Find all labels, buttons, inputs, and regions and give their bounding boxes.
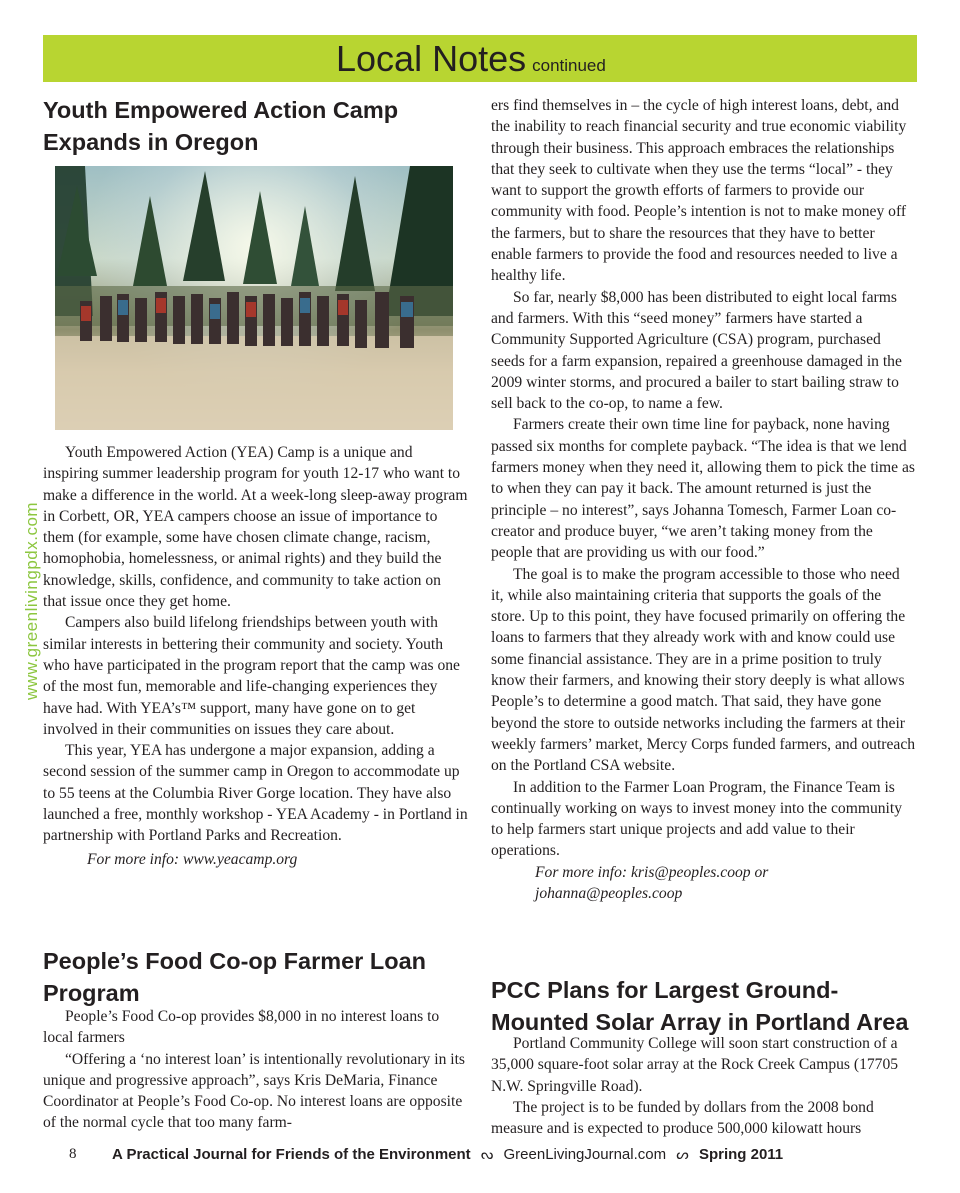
headline-line2: Program bbox=[43, 980, 140, 1006]
footer-site: GreenLivingJournal.com bbox=[503, 1146, 667, 1163]
headline-line1: Youth Empowered Action Camp bbox=[43, 97, 399, 123]
article-yea-headline bbox=[43, 94, 468, 158]
info-line: For more info: kris@peoples.coop or bbox=[535, 863, 769, 881]
info-line: johanna@peoples.coop bbox=[535, 884, 683, 902]
footer-issue: Spring 2011 bbox=[698, 1146, 784, 1163]
headline-line2: Mounted Solar Array in Portland Area bbox=[491, 1009, 909, 1035]
page-footer bbox=[0, 1142, 960, 1168]
photo-illustration bbox=[55, 166, 453, 430]
paragraph: ers find themselves in – the cycle of high interest loans, debt, and the inability to reach financial security and true economic viability through their business. This approach embraces the relationships that they seek to cultivate when they use the terms “local” - they want to support the growth efforts of farmers to provide our community with food. People’s intention is not to make money off the farmers, but to share the resources that they have to better enable farmers to provide the food and resources needed to live a healthy life. bbox=[491, 97, 907, 285]
paragraph: This year, YEA has undergone a major expansion, adding a second session of the summer camp in Oregon to accommodate up to 55 teens at the Columbia River Gorge location. They have also launched a free, monthly workshop - YEA Academy - in Portland in partnership with Portland Parks and Recreation. bbox=[43, 742, 468, 845]
info-line: For more info: www.yeacamp.org bbox=[87, 850, 298, 868]
paragraph: Campers also build lifelong friendships between youth with similar interests in bettering their community and society. Youth who have participated in the program report that the camp was one of the most fun, memorable and life-changing experiences they have had. With YEA’s™ support, many have gone on to get involved in their communities on issues they care about. bbox=[43, 614, 460, 738]
article-farmer-loan-headline bbox=[43, 945, 468, 1009]
paragraph: So far, nearly $8,000 has been distributed to eight local farms and farmers. With this “seed money” farmers have started a Community Supported Agriculture (CSA) program, purchased seeds for a farm expansion, repaired a greenhouse damaged in the 2009 winter storms, and procured a bailer to start bailing straw to sell back to the co-op, to name a few. bbox=[491, 288, 902, 413]
article-pcc-solar-headline bbox=[491, 974, 916, 1038]
article-pcc-solar-body bbox=[491, 1033, 916, 1139]
paragraph: Farmers create their own time line for payback, none having passed six months for complete payback. “The idea is that we lend farmers money when they need it, allowing them to pick the time as to when they can pay it back. The amount returned is just the principle – no interest”, says Johanna Tomesch, Farmer Loan co-creator and produce buyer, “we aren’t taking money from the people that are providing us with our food.” bbox=[491, 416, 915, 562]
section-title-text: Local Notes bbox=[336, 38, 527, 79]
page-number: 8 bbox=[69, 1146, 77, 1162]
paragraph: The project is to be funded by dollars from the 2008 bond measure and is expected to produce 500,000 kilowatt hours bbox=[491, 1098, 874, 1138]
article-farmer-loan-body-right bbox=[491, 95, 916, 904]
paragraph: In addition to the Farmer Loan Program, the Finance Team is continually working on ways to invest money into the community to help farmers start unique projects and add value to their operations. bbox=[491, 778, 903, 860]
headline-line1: People’s Food Co-op Farmer Loan bbox=[43, 948, 426, 974]
ornament-icon: ᔓ bbox=[480, 1146, 494, 1162]
article-yea-body bbox=[43, 442, 468, 870]
headline-line1: PCC Plans for Largest Ground- bbox=[491, 977, 839, 1003]
side-website-url: www.greenlivingpdx.com bbox=[22, 501, 41, 700]
footer-tagline: A Practical Journal for Friends of the Environment bbox=[112, 1146, 471, 1163]
section-title bbox=[336, 37, 606, 88]
article-farmer-loan-body-left bbox=[43, 1006, 468, 1134]
ornament-icon: ᔕ bbox=[676, 1146, 689, 1162]
paragraph: “Offering a ‘no interest loan’ is intentionally revolutionary in its unique and progressive approach”, says Kris DeMaria, Finance Coordinator at People’s Food Co-op. No interest loans are opposite of the normal cycle that too many farm- bbox=[43, 1050, 465, 1132]
yea-camp-photo bbox=[55, 166, 453, 430]
continued-label: continued bbox=[532, 56, 606, 75]
footer-line bbox=[112, 1146, 783, 1163]
paragraph: People’s Food Co-op provides $8,000 in no interest loans to local farmers bbox=[43, 1008, 440, 1047]
paragraph: Portland Community College will soon start construction of a 35,000 square-foot solar array at the Rock Creek Campus (17705 N.W. Springville Road). bbox=[491, 1035, 899, 1095]
paragraph: Youth Empowered Action (YEA) Camp is a unique and inspiring summer leadership program for youth 12-17 who want to make a difference in the world. At a week-long sleep-away program in Corbett, OR, YEA campers choose an issue of importance to them (for example, some have chosen climate change, racism, homophobia, homelessness, or animal rights) and they build the knowledge, skills, confidence, and community to take action on that issue once they get home. bbox=[43, 444, 468, 611]
paragraph: The goal is to make the program accessible to those who need it, while also maintaining criteria that supports the goals of the store. Up to this point, they have focused primarily on offering the loans to farmers that they already work with and know could use some financial assistance. They are in a prime position to truly know their farmers, and knowing their story deeply is what allows People’s to determine a good match. That said, they have gone beyond the store to outside networks including the farmers at their weekly farmers’ market, Mercy Corps funded farmers, and outreach on the Portland CSA website. bbox=[491, 565, 916, 775]
headline-line2: Expands in Oregon bbox=[43, 129, 259, 155]
